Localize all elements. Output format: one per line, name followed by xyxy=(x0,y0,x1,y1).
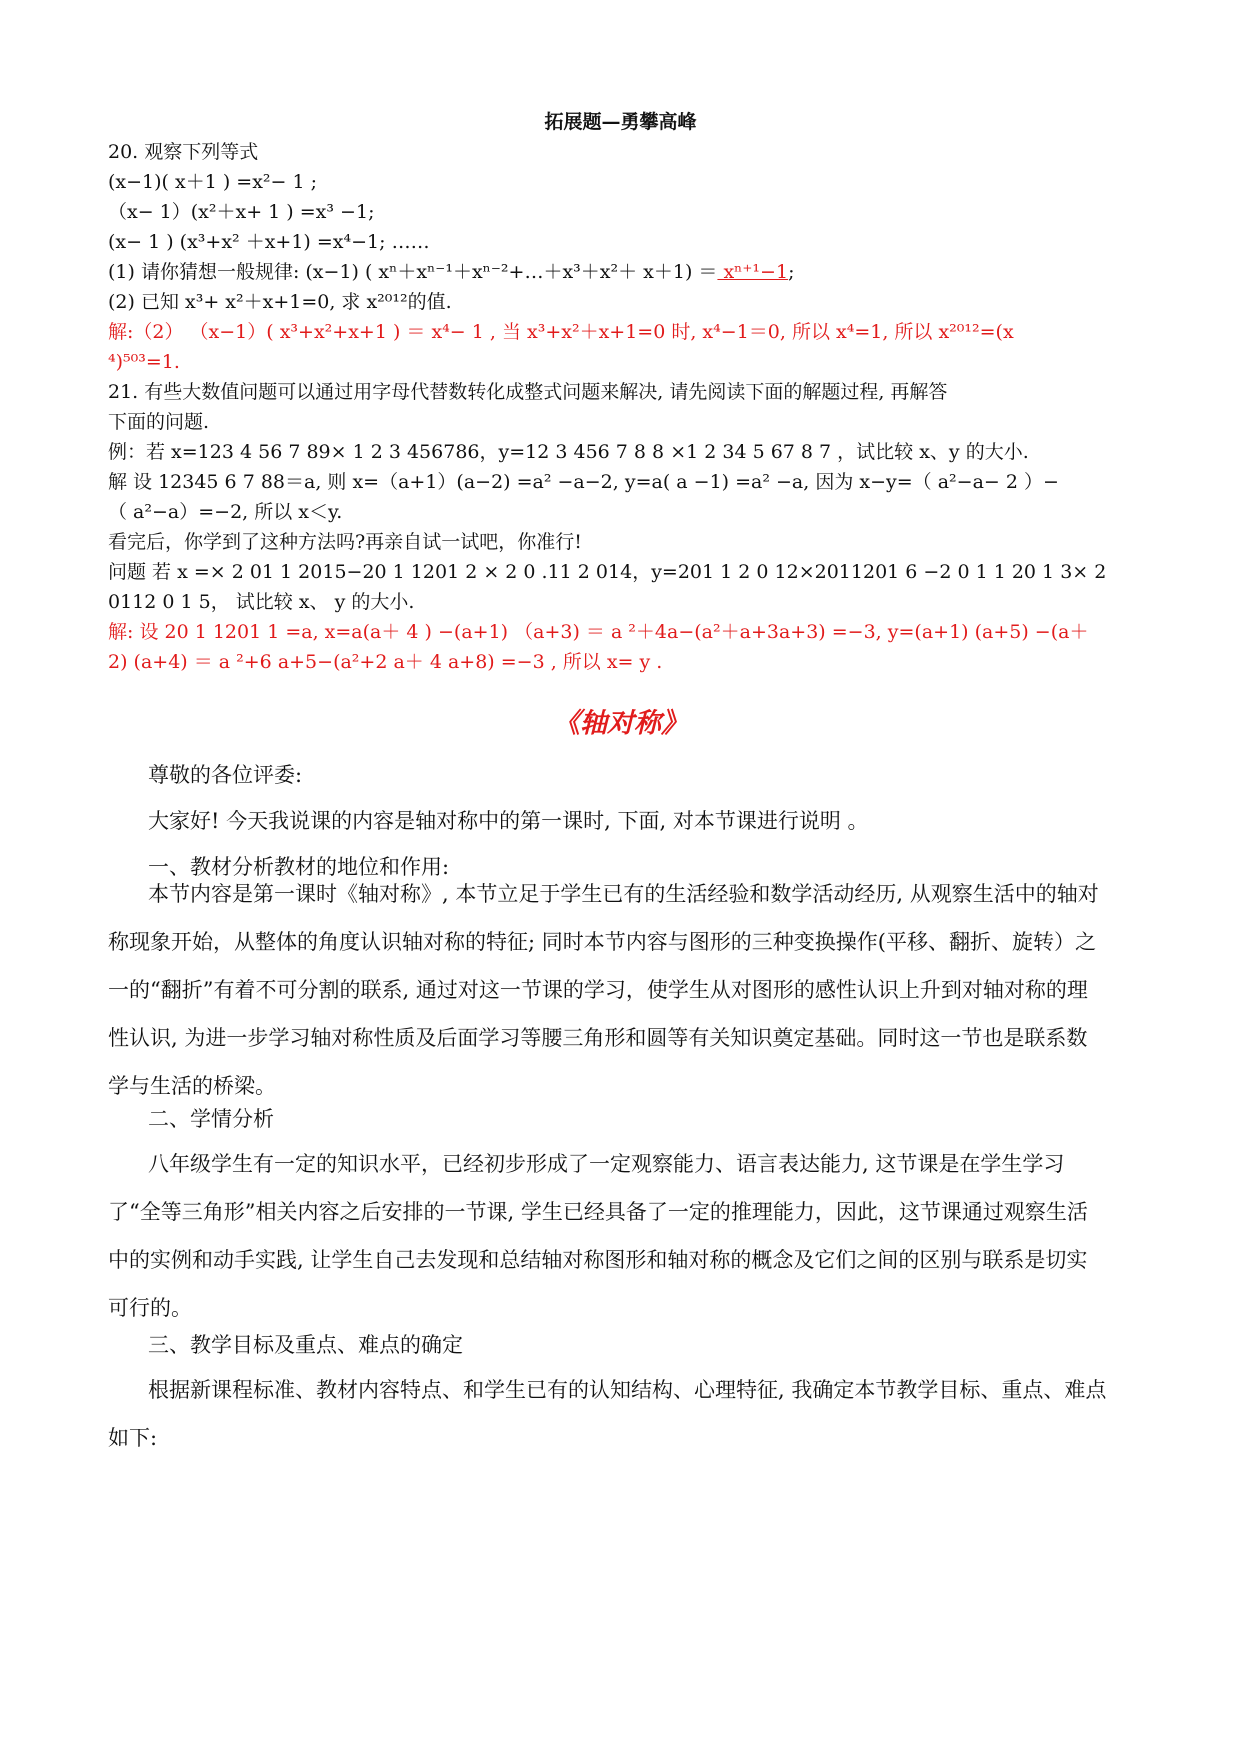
section-title: 拓展题—勇攀高峰 xyxy=(544,111,697,133)
q21-line2: 下面的问题. xyxy=(108,411,210,433)
q21-example: 例：若 x=123 4 56 7 89× 1 2 3 456786，y=12 3 456 7 8 8 ×1 2 34 5 67 8 7 ，试比较 x、y 的大小. xyxy=(108,441,1029,463)
q21-example-solution1: 解 设 12345 6 7 88＝a, 则 x=（a+1）(a−2) =a² −a−2, y=a( a −1) =a² −a, 因为 x−y=（ a²−a− 2 ）− xyxy=(108,471,1059,493)
q21-line1: 21. 有些大数值问题可以通过用字母代替数转化成整式问题来解决, 请先阅读下面的解题过程, 再解答 xyxy=(108,381,948,403)
q21-problem2: 0112 0 1 5， 试比较 x、 y 的大小. xyxy=(108,591,415,613)
q20-solution-line1: 解:（2） （x−1）( x³+x²+x+1 ) ＝ x⁴− 1 , 当 x³+x²＋x+1=0 时, x⁴−1＝0, 所以 x⁴=1, 所以 x²⁰¹²=(x xyxy=(108,321,1014,343)
heading-3: 三、教学目标及重点、难点的确定 xyxy=(148,1333,463,1357)
q20-heading: 20. 观察下列等式 xyxy=(108,141,259,163)
q21-example-solution2: （ a²−a）=−2, 所以 x＜y. xyxy=(108,501,343,523)
paragraph-1: 本节内容是第一课时《轴对称》, 本节立足于学生已有的生活经验和数学活动经历, 从观察生活中的轴对称现象开始，从整体的角度认识轴对称的特征; 同时本节内容与图形的三种变换操作(平移、翻折、旋转）之一的“翻折”有着不可分割的联系, 通过对这一节课的学习，使学生从对图形的感性认识上升到对轴对称的理性认识, 为进一步学习轴对称性质及后面学习等腰三角形和圆等有关知识奠定基础。同时这一节也是联系数学与生活的桥梁。 xyxy=(108,882,1099,1098)
intro: 大家好! 今天我说课的内容是轴对称中的第一课时, 下面, 对本节课进行说明 。 xyxy=(148,809,869,833)
lesson-title: 《轴对称》 xyxy=(553,708,688,739)
q21-prompt: 看完后，你学到了这种方法吗?再亲自试一试吧，你准行! xyxy=(108,531,582,553)
q21-problem1: 问题 若 x =× 2 01 1 2015−20 1 1201 2 × 2 0 .11 2 014，y=201 1 2 0 12×2011201 6 −2 0 1 1 20 1 3× 2 xyxy=(108,561,1107,583)
q21-answer1: 解: 设 20 1 1201 1 =a, x=a(a＋ 4 ) −(a+1) （a+3) ＝ a ²＋4a−(a²＋a+3a+3) =−3, y=(a+1) (a+5) −(a＋ xyxy=(108,621,1089,643)
q20-part2: (2) 已知 x³+ x²＋x+1=0, 求 x²⁰¹²的值. xyxy=(108,291,452,313)
greeting: 尊敬的各位评委: xyxy=(148,763,303,787)
q20-eq2: （x− 1）(x²＋x+ 1 ) =x³ −1; xyxy=(108,201,375,223)
q20-part1-end: ; xyxy=(788,261,795,283)
q20-eq3: (x− 1 ) (x³+x² ＋x+1) =x⁴−1; …… xyxy=(108,231,430,253)
heading-1: 一、教材分析教材的地位和作用: xyxy=(148,855,450,879)
q20-part1-answer: xⁿ⁺¹−1 xyxy=(717,261,789,283)
q20-part1-text: (1) 请你猜想一般规律: (x−1) ( xⁿ＋xⁿ⁻¹＋xⁿ⁻²+…＋x³＋x²＋ x＋1) ＝ xyxy=(108,261,718,283)
q20-eq1: (x−1)( x＋1 ) =x²− 1 ; xyxy=(108,171,318,193)
paragraph-3: 根据新课程标准、教材内容特点、和学生已有的认知结构、心理特征, 我确定本节教学目标、重点、难点如下: xyxy=(108,1378,1107,1450)
q20-solution-line2: ⁴)⁵⁰³=1. xyxy=(108,351,180,373)
q21-answer2: 2) (a+4) ＝ a ²+6 a+5−(a²+2 a＋ 4 a+8) =−3 , 所以 x= y . xyxy=(108,651,663,673)
q20-part1 xyxy=(108,258,794,286)
paragraph-2: 八年级学生有一定的知识水平，已经初步形成了一定观察能力、语言表达能力, 这节课是在学生学习了“全等三角形”相关内容之后安排的一节课, 学生已经具备了一定的推理能力，因此，这节课通过观察生活中的实例和动手实践, 让学生自己去发现和总结轴对称图形和轴对称的概念及它们之间的区别与联系是切实可行的。 xyxy=(108,1152,1088,1320)
heading-2: 二、学情分析 xyxy=(148,1107,274,1131)
